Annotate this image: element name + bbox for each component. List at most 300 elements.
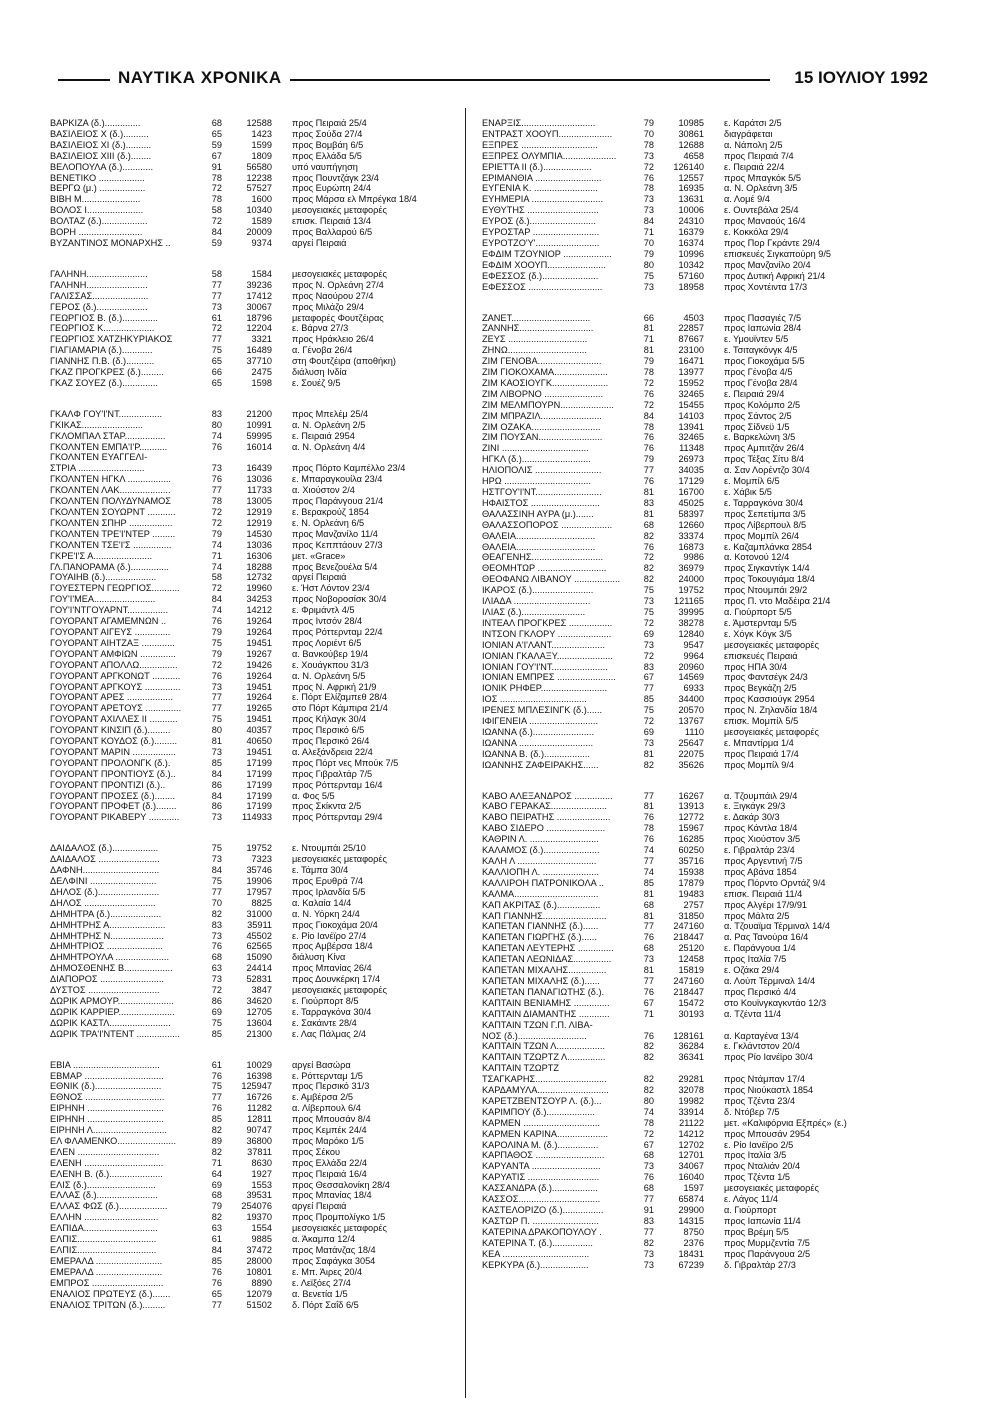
- ship-name: ΚΑΠΕΤΑΝ ΜΙΧΑΛΗΣ...............: [482, 965, 607, 976]
- ship-status: επισκευές Πειραιά: [724, 650, 798, 661]
- ship-row: [482, 238, 882, 249]
- ship-name: ΕΛΠΙΣ...............................: [50, 1245, 157, 1255]
- ship-year: 80: [211, 725, 222, 736]
- ship-status: προς Πειραιά 16/4: [292, 1168, 367, 1179]
- ship-year: 82: [643, 1085, 654, 1096]
- ship-status: ε. Μομπίλ 6/5: [724, 476, 780, 487]
- ship-row: [482, 454, 882, 465]
- ship-name: ΚΕΑ ..................................: [482, 1248, 590, 1259]
- ship-status: προς Ευρώπη 24/4: [292, 183, 371, 194]
- ship-status: διάλυση Κίνα: [292, 952, 346, 963]
- ship-year: 71: [643, 334, 654, 345]
- ship-tonnage: 90747: [246, 1125, 272, 1136]
- ship-year: 68: [643, 943, 654, 954]
- ship-tonnage: 12688: [678, 139, 704, 150]
- ship-status: προς Γιοκοχάμα 20/4: [292, 919, 378, 930]
- ship-row: [482, 585, 882, 596]
- ship-row: [50, 118, 450, 129]
- ship-row: [482, 954, 882, 965]
- ship-name: ΖΙΜ ΟΖΑΚΑ...........................: [482, 421, 601, 432]
- ship-status: προς Πόρτο Καμπέλλο 23/4: [292, 463, 406, 474]
- ship-name: ΚΑΣΣΑΝΔΡΑ (δ.)..................: [482, 1183, 598, 1194]
- ship-tonnage: 10996: [678, 248, 704, 259]
- ship-year: 78: [643, 183, 654, 194]
- ship-status: ε. Τσιταγκόνγκ 4/5: [724, 345, 798, 356]
- ship-year: 84: [211, 768, 222, 779]
- ship-tonnage: 125947: [241, 1081, 272, 1092]
- ship-name: ΓΟΥΟΡΑΝΤ ΠΡΟΦΕΤ (δ.)........: [50, 801, 177, 812]
- ship-tonnage: 10991: [246, 419, 272, 430]
- ship-tonnage: 29281: [678, 1074, 704, 1085]
- ship-tonnage: 19264: [246, 626, 272, 637]
- ship-status: [272, 452, 450, 463]
- ship-status: ε. Λας Πάλμας 2/4: [292, 1028, 367, 1039]
- ship-status: προς Κολόμπο 2/5: [724, 399, 801, 410]
- ship-year: 76: [643, 388, 654, 399]
- ship-tonnage: 16374: [678, 237, 704, 248]
- ship-year: 65: [211, 1288, 222, 1299]
- ship-row: [482, 629, 882, 640]
- ship-name: ΓΙΑΓΙΑΜΑΡΙΑ (δ.)............: [50, 345, 153, 356]
- ship-tonnage: 17957: [246, 886, 272, 897]
- ship-year: 76: [211, 670, 222, 681]
- ship-year: [628, 1020, 654, 1031]
- ship-year: 77: [211, 279, 222, 290]
- ship-tonnage: 2475: [251, 367, 272, 378]
- ship-name: ΚΑΣΤΕΛΟΡΙΖΟ (δ.)................: [482, 1205, 604, 1215]
- ship-status: προς Αβάνα 1854: [724, 866, 797, 877]
- ship-row: [482, 1205, 882, 1216]
- ship-year: 78: [643, 367, 654, 378]
- ship-name: ΓΑΛΗΝΗ........................: [50, 279, 148, 290]
- ship-row: [482, 1020, 882, 1031]
- ship-year: 61: [211, 1059, 222, 1070]
- ship-year: 67: [643, 672, 654, 683]
- ship-tonnage: 19264: [246, 692, 272, 703]
- ship-row: [482, 791, 882, 802]
- ship-year: 83: [643, 497, 654, 508]
- ship-row: [482, 118, 882, 129]
- ship-tonnage: 128161: [673, 1030, 704, 1041]
- page-header: [58, 68, 946, 92]
- ship-year: 82: [643, 1237, 654, 1248]
- ship-status: α. Νάπολη 2/5: [724, 139, 783, 150]
- ship-tonnage: 121165: [674, 596, 704, 607]
- ship-year: 68: [211, 952, 222, 963]
- ship-status: προς Μομπίλ 26/4: [724, 530, 800, 541]
- ship-tonnage: 8890: [251, 1277, 272, 1288]
- ship-status: α. Καρταγένα 13/4: [724, 1030, 799, 1041]
- ship-row: [50, 758, 450, 769]
- ship-group: [50, 843, 450, 1039]
- ship-name: ΙΝΤΣΟΝ ΓΚΛΟΡΥ .....................: [482, 628, 612, 639]
- ship-name: ΙΟΝΙΑΝ ΕΜΠΡΕΣ .......................: [482, 672, 616, 683]
- ship-name: ΓΚΟΛΝΤΕΝ ΕΜΠΑ'Ι'Ρ...........: [50, 441, 168, 452]
- ship-status: προς Χιούστον 3/5: [724, 834, 801, 845]
- ship-tonnage: 12588: [246, 118, 272, 128]
- ship-status: ε. Γιβραλτάρ 23/4: [724, 845, 795, 856]
- ship-row: [482, 911, 882, 922]
- ship-name: ΕΞΠΡΕΣ ΟΛΥΜΠΙΑ.....................: [482, 150, 617, 161]
- ship-status: προς Σαφάγκα 3054: [292, 1255, 376, 1266]
- ship-tonnage: 15938: [678, 866, 704, 877]
- ship-status: προς Νιούκαστλ 1854: [724, 1085, 814, 1096]
- ship-status: δ. Γιβραλτάρ 27/3: [724, 1259, 796, 1270]
- ship-year: 78: [643, 1117, 654, 1128]
- ship-status: προς Αργεντινή 7/5: [724, 856, 803, 866]
- ship-tonnage: 4503: [683, 312, 704, 323]
- ship-tonnage: 1597: [683, 1183, 704, 1194]
- ship-group: [482, 313, 882, 771]
- ship-year: 84: [211, 227, 222, 238]
- ship-tonnage: 16398: [246, 1070, 272, 1081]
- ship-year: 65: [211, 356, 222, 367]
- ship-name: ΕΛΕΝΗ ...............................: [50, 1157, 164, 1168]
- ship-tonnage: 19426: [246, 659, 272, 670]
- ship-year: 72: [211, 507, 222, 517]
- ship-row: [50, 452, 450, 463]
- ship-name: ΕΛ ΦΛΑΜΕΝΚΟ.......................: [50, 1135, 177, 1146]
- ship-year: 66: [643, 312, 654, 323]
- ship-row: [50, 854, 450, 865]
- ship-year: 81: [643, 965, 654, 976]
- ship-row: [482, 607, 882, 618]
- ship-tonnage: 19451: [246, 714, 272, 725]
- ship-year: 75: [211, 1081, 222, 1092]
- ship-tonnage: 51502: [246, 1299, 272, 1310]
- ship-tonnage: 35746: [246, 865, 272, 876]
- ship-year: 82: [211, 908, 222, 919]
- ship-year: 82: [211, 1146, 222, 1157]
- ship-name: ΚΑΣΤΩΡ Π. ..........................: [482, 1215, 599, 1226]
- ship-status: προς ΗΠΑ 30/4: [724, 661, 787, 672]
- ship-row: [50, 205, 450, 216]
- ship-tonnage: 247160: [673, 975, 704, 986]
- ship-row: [482, 812, 882, 823]
- ship-tonnage: 52831: [246, 974, 272, 985]
- ship-name: ΚΑΤΕΡΙΝΑ ΔΡΑΚΟΠΟΥΛΟΥ .: [482, 1226, 602, 1237]
- ship-row: [482, 856, 882, 867]
- ship-status: στη Φουτζέιρα (αποθήκη): [292, 356, 396, 367]
- ship-tonnage: 13036: [246, 474, 272, 485]
- ship-row: [50, 843, 450, 854]
- ship-row: [482, 672, 882, 683]
- ship-tonnage: 28000: [246, 1255, 272, 1266]
- ship-status: προς Χοντέιντα 17/3: [724, 281, 808, 292]
- ship-name: ΓΚΑΖ ΣΟΥΕΖ (δ.)..............: [50, 377, 158, 388]
- ship-status: προς Ρόττερνταμ 16/4: [292, 779, 383, 790]
- ship-year: 91: [643, 1205, 654, 1215]
- ship-year: 77: [211, 1299, 222, 1310]
- ship-name: ΕΝΑΛΙΟΣ ΤΡΙΤΩΝ (δ.).........: [50, 1299, 166, 1310]
- ship-year: 82: [211, 1212, 222, 1223]
- ship-status: προς Θεσσαλονίκη 28/4: [292, 1179, 390, 1190]
- ship-year: 64: [211, 1168, 222, 1179]
- ship-status: α. Ν. Ορλεάνη 4/4: [292, 441, 366, 452]
- ship-row: [50, 725, 450, 736]
- ship-row: [50, 409, 450, 420]
- ship-status: ε. Λάγος 11/4: [724, 1194, 779, 1205]
- ship-name: ΔΕΛΦΙΝΙ ..........................: [50, 876, 157, 886]
- ship-year: 73: [643, 639, 654, 650]
- ship-year: 77: [211, 1092, 222, 1103]
- ship-name: ΚΑΠΤΑΙΝ ΤΖΩΡΤΖ: [482, 1063, 559, 1074]
- ship-tonnage: 19752: [246, 843, 272, 854]
- ship-year: 63: [211, 963, 222, 974]
- ship-status: στο Κουϊνγκαγκντάο 12/3: [724, 997, 827, 1008]
- ship-row: [482, 205, 882, 216]
- ship-year: 72: [643, 617, 654, 628]
- ship-year: 84: [211, 790, 222, 801]
- ship-tonnage: 30861: [678, 128, 704, 139]
- ship-tonnage: 19264: [246, 670, 272, 681]
- ship-row: [50, 151, 450, 162]
- ship-row: [482, 162, 882, 173]
- ship-name: ΘΕΑΓΕΝΗΣ............................: [482, 552, 604, 563]
- ship-tonnage: 24310: [678, 216, 704, 227]
- ship-name: ΒΟΛΤΑΖ (δ.)..................: [50, 216, 148, 227]
- ship-status: α. Ρας Τανούρα 16/4: [724, 932, 809, 943]
- ship-row: [482, 640, 882, 651]
- ship-tonnage: 16014: [246, 441, 272, 452]
- ship-tonnage: 7323: [251, 854, 272, 865]
- ship-name: ΖΙΜ ΜΕΛΜΠΟΥΡΝ.....................: [482, 399, 614, 410]
- ship-row: [50, 594, 450, 605]
- ship-year: 70: [643, 128, 654, 139]
- ship-row: [482, 520, 882, 531]
- ship-row: [50, 280, 450, 291]
- ship-year: 69: [643, 726, 654, 737]
- ship-name: ΒΥΖΑΝΤΙΝΟΣ ΜΟΝΑΡΧΗΣ ..: [50, 237, 171, 248]
- ship-name: ΖΗΝΩ...............................: [482, 345, 587, 356]
- ship-status: ε. Ουντεβάλα 25/4: [724, 205, 799, 216]
- ship-year: 73: [211, 930, 222, 941]
- ship-tonnage: 67239: [678, 1259, 704, 1270]
- ship-row: [50, 616, 450, 627]
- ship-name: ΔΑΙΔΑΛΟΣ (δ.)..................: [50, 843, 159, 854]
- ship-status: προς Ιαπωνία 28/4: [724, 323, 802, 334]
- ship-tonnage: 18958: [678, 281, 704, 292]
- ship-status: αργεί Πειραιά: [292, 1201, 347, 1212]
- ship-row: [482, 596, 882, 607]
- ship-row: [50, 356, 450, 367]
- ship-tonnage: 21300: [246, 1028, 272, 1039]
- ship-status: προς Ντάμπαν 17/4: [724, 1074, 805, 1085]
- ship-year: 76: [643, 834, 654, 845]
- ship-tonnage: 12732: [246, 572, 272, 583]
- ship-tonnage: 12919: [246, 507, 272, 517]
- ship-tonnage: 58397: [678, 508, 704, 519]
- ship-status: προς Σκίκντα 2/5: [292, 801, 362, 812]
- ship-tonnage: 16726: [246, 1092, 272, 1103]
- ship-row: [482, 867, 882, 878]
- ship-year: 77: [643, 975, 654, 986]
- ship-name: ΤΣΑΓΚΑΡΗΣ............................: [482, 1074, 607, 1085]
- ship-name: ΖΑΝΕΤ...............................: [482, 312, 591, 323]
- ship-name: ΖΙΜ ΠΟΥΣΑΝ.........................: [482, 432, 603, 443]
- ship-tonnage: 19906: [246, 876, 272, 886]
- ship-year: 76: [211, 1070, 222, 1081]
- ship-row: [482, 1063, 882, 1074]
- ship-tonnage: 15090: [246, 952, 272, 963]
- ship-year: 81: [643, 748, 654, 759]
- left-column: [50, 118, 450, 1330]
- ship-row: [50, 1256, 450, 1267]
- ship-status: α. Τζέντα 11/4: [724, 1008, 782, 1019]
- ship-status: προς Σίδνεϋ 1/5: [724, 421, 790, 432]
- ship-row: [50, 562, 450, 573]
- ship-tonnage: 1110: [684, 726, 704, 737]
- ship-row: [482, 227, 882, 238]
- ship-name: ΕΛΙΣ (δ.)...........................: [50, 1179, 156, 1190]
- ship-status: προς Ρίο Ιανέϊρο 30/4: [724, 1052, 813, 1063]
- ship-status: μεσογειακές μεταφορές: [292, 854, 387, 865]
- ship-status: προς Πόρτ νες Μπούκ 7/5: [292, 757, 399, 768]
- ship-status: ε. Ρίο Ιανέϊρο 2/5: [724, 1139, 794, 1150]
- ship-tonnage: 12811: [247, 1114, 272, 1125]
- ship-group: [50, 1060, 450, 1311]
- ship-row: [50, 129, 450, 140]
- ship-year: 77: [211, 334, 222, 345]
- ship-year: 77: [643, 465, 654, 476]
- ship-year: 83: [211, 408, 222, 419]
- ship-status: προς Παράνγουα 2/5: [724, 1248, 811, 1259]
- ship-name: ΕΥΗΜΕΡΙΑ ............................: [482, 194, 603, 205]
- ship-row: [50, 1092, 450, 1103]
- ship-tonnage: 35716: [678, 856, 704, 866]
- ship-tonnage: 15952: [678, 377, 704, 388]
- ship-row: [50, 769, 450, 780]
- ship-status: προς Ν. Ορλεάνη 27/4: [292, 279, 384, 290]
- ship-status: προς Σεπετίμπα 3/5: [724, 508, 806, 519]
- ship-row: [50, 1201, 450, 1212]
- ship-tonnage: 16040: [678, 1172, 704, 1183]
- ship-name: ΔΗΛΟΣ (δ.)........................: [50, 886, 160, 897]
- ship-year: 85: [211, 757, 222, 768]
- ship-name: ΔΗΜΗΤΡΑ (δ.)....................: [50, 908, 162, 919]
- ship-row: [50, 496, 450, 507]
- ship-row: [482, 173, 882, 184]
- ship-row: [482, 1194, 882, 1205]
- ship-tonnage: 1584: [251, 268, 272, 279]
- ship-status: α. Γιούρπορτ: [724, 1205, 777, 1215]
- ship-tonnage: 17199: [246, 790, 272, 801]
- ship-group: [50, 269, 450, 389]
- ship-name: ΓΚΙΚΑΣ........................: [50, 419, 143, 430]
- ship-status: προς Ναούρου 27/4: [292, 290, 374, 301]
- ship-name: ΘΑΛΑΣΣΙΝΗ ΑΥΡΑ (μ.).......: [482, 508, 594, 519]
- ship-year: 82: [211, 1125, 222, 1136]
- ship-name: ΚΑΠ ΑΚΡΙΤΑΣ (δ.).................: [482, 899, 601, 910]
- ship-name: ΙΟΝΙΑΝ ΓΟΥ'Ι'ΝΤ......................: [482, 661, 608, 672]
- ship-name: ΒΕΡΓΩ (μ.) ..................: [50, 183, 146, 194]
- ship-name: ΙΩΑΝΝΑ Β. (δ.)..................: [482, 748, 590, 759]
- ship-tonnage: 218447: [673, 932, 704, 943]
- ship-name: ΓΟΥΑΙΗΒ (δ.)....................: [50, 572, 157, 583]
- ship-status: διάλυση Ινδία: [292, 367, 347, 378]
- ship-tonnage: 45502: [246, 930, 272, 941]
- ship-year: 77: [211, 485, 222, 496]
- ship-year: 79: [643, 454, 654, 465]
- ship-row: [482, 1118, 882, 1129]
- ship-tonnage: 14569: [678, 672, 704, 683]
- ship-row: [50, 920, 450, 931]
- ship-row: [50, 692, 450, 703]
- ship-row: [50, 1060, 450, 1071]
- ship-tonnage: 21122: [679, 1117, 704, 1128]
- ship-name: ΓΛ.ΠΑΝΟΡΑΜΑ (δ.)...............: [50, 561, 169, 572]
- ship-tonnage: 13005: [246, 496, 272, 507]
- ship-year: 72: [211, 517, 222, 528]
- ship-name: ΚΑΛΛΙΡΟΗ ΠΑΤΡΟΝΙΚΟΛΑ ..: [482, 877, 604, 888]
- ship-tonnage: 2376: [683, 1237, 704, 1248]
- ship-status: ε. Ρίο Ιανέϊρο 27/4: [292, 930, 367, 941]
- ship-name: ΕΥΘΥΤΗΣ ............................: [482, 205, 599, 216]
- ship-status: προς Πουντζάγκ 23/4: [292, 172, 379, 183]
- ship-row: [50, 302, 450, 313]
- ship-year: 74: [643, 845, 654, 856]
- ship-name: ΕΥΡΟΤΖΟ'Υ'.........................: [482, 237, 600, 248]
- ship-tonnage: 16489: [246, 345, 272, 356]
- ship-status: ε. Σακάιντε 28/4: [292, 1017, 357, 1028]
- ship-year: 81: [643, 487, 654, 497]
- ship-status: προς Κασσιούγκ 2954: [724, 694, 815, 705]
- ship-status: προς Κεππτάουν 27/3: [292, 539, 383, 550]
- ship-year: 72: [643, 650, 654, 661]
- ship-name: ΚΑΠΤΑΙΝ ΤΖΩΡΤΖ Λ...............: [482, 1052, 606, 1063]
- ship-row: [482, 345, 882, 356]
- ship-year: 73: [643, 150, 654, 161]
- ship-year: 77: [211, 703, 222, 714]
- ship-tonnage: 16700: [678, 487, 704, 497]
- ship-row: [50, 1081, 450, 1092]
- ship-tonnage: 8630: [251, 1157, 272, 1168]
- ship-status: προς Ελλάδα 5/5: [292, 150, 362, 161]
- ship-name: ΕΦΕΣΣΟΣ .............................: [482, 281, 603, 292]
- ship-year: 63: [211, 1223, 222, 1234]
- ship-row: [50, 1180, 450, 1191]
- ship-status: προς Σούδα 27/4: [292, 128, 363, 139]
- ship-tonnage: 31850: [678, 910, 704, 921]
- ship-status: προς Μπουσάν 2954: [724, 1128, 811, 1139]
- ship-name: ΓΕΩΡΓΙΟΣ Β. (δ.)..............: [50, 312, 158, 323]
- ship-name: ΚΑΒΟ ΑΛΕΞΑΝΔΡΟΣ ...............: [482, 790, 613, 801]
- ship-status: προς Κεμπέκ 24/4: [292, 1125, 367, 1136]
- ship-status: προς Βεγκάζη 2/5: [724, 683, 797, 694]
- ship-row: [50, 909, 450, 920]
- ship-year: 77: [211, 290, 222, 301]
- ship-row: [50, 736, 450, 747]
- ship-row: [50, 963, 450, 974]
- ship-name: ΚΑΠΤΑΙΝ ΒΕΝΙΑΜΗΣ ..............: [482, 997, 610, 1008]
- ship-year: 73: [643, 1259, 654, 1270]
- ship-tonnage: 1599: [251, 139, 272, 150]
- ship-status: προς Ρόττερνταμ 29/4: [292, 812, 383, 823]
- ship-name: ΓΚΟΛΝΤΕΝ ΗΓΚΛ .................: [50, 474, 171, 485]
- ship-tonnage: 36979: [678, 563, 704, 574]
- ship-tonnage: 24000: [678, 574, 704, 585]
- ship-name: ΗΛΙΟΠΟΛΙΣ ..........................: [482, 465, 602, 476]
- ship-status: ε. Γκλάντστον 20/4: [724, 1041, 801, 1052]
- ship-row: [482, 334, 882, 345]
- ship-status: ε. Σουέζ 9/5: [292, 377, 341, 388]
- ship-year: 71: [211, 1157, 222, 1168]
- ship-year: 77: [643, 1194, 654, 1205]
- ship-tonnage: 19451: [246, 637, 272, 648]
- ship-status: επισκ. Πειραιά 13/4: [292, 216, 371, 227]
- ship-tonnage: 16439: [246, 463, 272, 474]
- ship-tonnage: 19752: [678, 585, 704, 596]
